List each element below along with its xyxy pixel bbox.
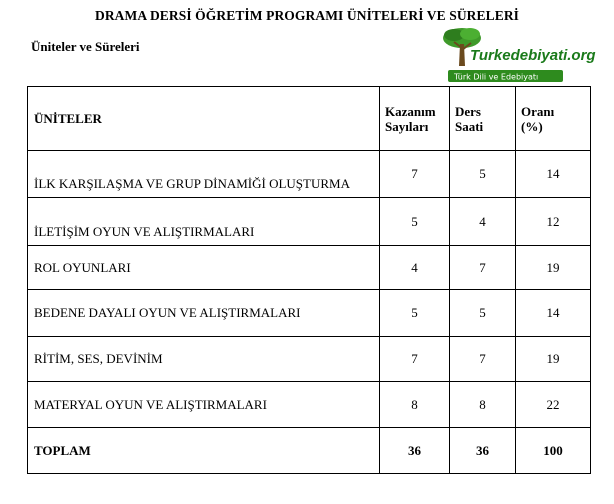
kazanim-count: 7 [380, 151, 450, 198]
ders-saati-value: 4 [450, 198, 516, 246]
header-ders-line1: Ders [455, 103, 481, 119]
header-units: ÜNİTELER [28, 87, 380, 151]
logo-text: Turkedebiyati.org [470, 47, 596, 64]
table-row [28, 151, 591, 198]
header-oran-line1: Oranı [521, 103, 555, 119]
total-label: TOPLAM [28, 428, 380, 474]
total-kazanim: 36 [380, 428, 450, 474]
unit-name: ROL OYUNLARI [28, 246, 380, 290]
table-row [28, 246, 591, 290]
kazanim-count: 5 [380, 290, 450, 337]
ders-saati-value: 5 [450, 290, 516, 337]
table-header-row [28, 87, 591, 151]
total-orani: 100 [516, 428, 591, 474]
kazanim-count: 5 [380, 198, 450, 246]
header-kazanim-line1: Kazanım [385, 103, 436, 119]
table-total-row [28, 428, 591, 474]
ders-saati-value: 8 [450, 382, 516, 428]
orani-value: 14 [516, 290, 591, 337]
table-row [28, 337, 591, 382]
units-table [27, 86, 591, 474]
section-subtitle: Üniteler ve Süreleri [31, 39, 140, 54]
site-logo[interactable] [440, 26, 596, 86]
header-orani [516, 87, 591, 151]
kazanim-count: 4 [380, 246, 450, 290]
orani-value: 14 [516, 151, 591, 198]
header-kazanim-line2: Sayıları [385, 118, 429, 134]
header-kazanim [380, 87, 450, 151]
unit-name: MATERYAL OYUN VE ALIŞTIRMALARI [28, 382, 380, 428]
orani-value: 22 [516, 382, 591, 428]
document-title: DRAMA DERSİ ÖĞRETİM PROGRAMI ÜNİTELERİ VE SÜRELERİ [94, 8, 520, 23]
ders-saati-value: 7 [450, 337, 516, 382]
table-row [28, 198, 591, 246]
ders-saati-value: 5 [450, 151, 516, 198]
orani-value: 19 [516, 337, 591, 382]
unit-name: İLETİŞİM OYUN VE ALIŞTIRMALARI [28, 198, 380, 246]
total-ders-saati: 36 [450, 428, 516, 474]
kazanim-count: 7 [380, 337, 450, 382]
logo-tagline: Türk Dili ve Edebiyatı [454, 72, 539, 82]
unit-name: BEDENE DAYALI OYUN VE ALIŞTIRMALARI [28, 290, 380, 337]
kazanim-count: 8 [380, 382, 450, 428]
header-ders-line2: Saati [455, 118, 484, 134]
unit-name: RİTİM, SES, DEVİNİM [28, 337, 380, 382]
orani-value: 12 [516, 198, 591, 246]
header-ders-saati [450, 87, 516, 151]
table-row [28, 290, 591, 337]
ders-saati-value: 7 [450, 246, 516, 290]
orani-value: 19 [516, 246, 591, 290]
unit-name: İLK KARŞILAŞMA VE GRUP DİNAMİĞİ OLUŞTURMA [28, 151, 380, 198]
header-oran-line2: (%) [521, 118, 543, 134]
table-row [28, 382, 591, 428]
